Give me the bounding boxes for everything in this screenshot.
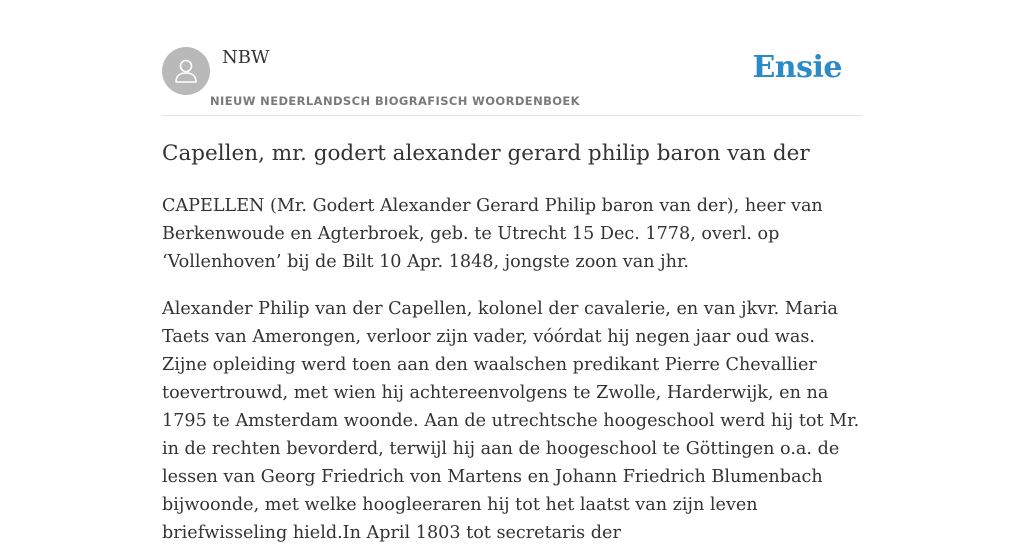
user-icon (171, 56, 201, 86)
article-paragraph: Alexander Philip van der Capellen, kolonel der cavalerie, en van jkvr. Maria Taets van Amerongen, verloor zijn vader, vóórdat hij negen jaar oud was. Zijne opleiding werd toen aan den waalschen predikant Pierre Chevallier toevertrouwd, met wien hij achtereenvolgens te Zwolle, Harderwijk, en na 1795 te Amsterdam woonde. Aan de utrechtsche hoogeschool werd hij tot Mr. in de rechten bevorderd, terwijl hij aan de hoogeschool te Göttingen o.a. de lessen van Georg Friedrich von Martens en Johann Friedrich Blumenbach bijwoonde, met welke hoogleeraren hij tot het laatst van zijn leven briefwisseling hield.In April 1803 tot secretaris der (162, 299, 860, 543)
source-avatar[interactable] (162, 47, 210, 95)
article-title: Capellen, mr. godert alexander gerard philip baron van der (162, 141, 810, 166)
article-paragraph: CAPELLEN (Mr. Godert Alexander Gerard Philip baron van der), heer van Berkenwoude en Agterbroek, geb. te Utrecht 15 Dec. 1778, overl. op ‘Vollenhoven’ bij de Bilt 10 Apr. 1848, jongste zoon van jhr. (162, 196, 823, 272)
source-name-link[interactable]: NBW (222, 47, 270, 68)
source-header (162, 0, 862, 116)
source-subtitle-link[interactable]: NIEUW NEDERLANDSCH BIOGRAFISCH WOORDENBOEK (210, 94, 580, 108)
article (162, 138, 862, 547)
ensie-logo[interactable]: Ensie (752, 50, 842, 85)
